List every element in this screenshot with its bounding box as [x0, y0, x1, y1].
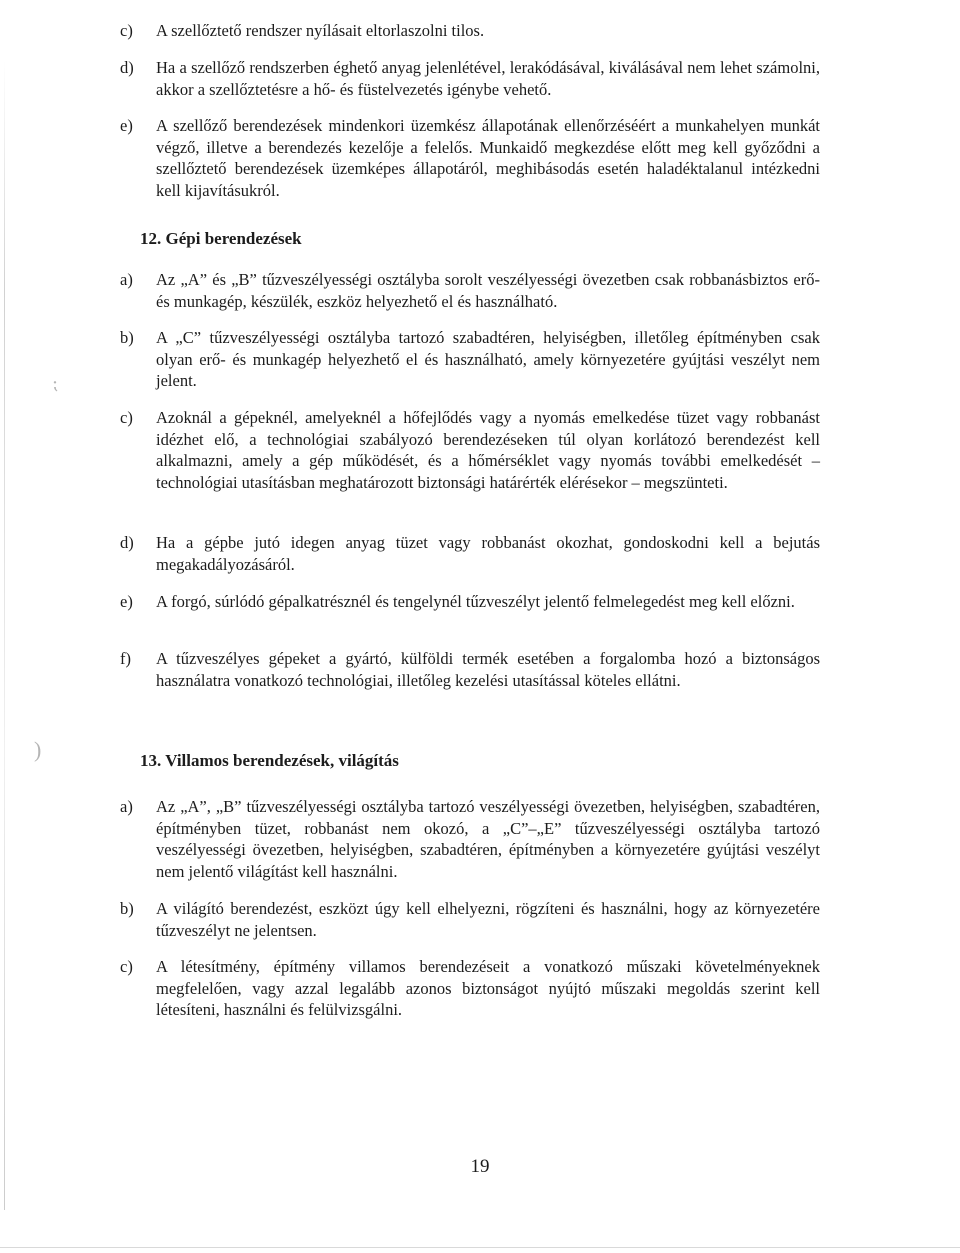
item-text: Az „A” és „B” tűzveszélyességi osztályba sorolt veszélyességi övezetben csak robbanásbiztos erő- és munkagép, készülék, eszköz helyezhető el és használható.: [156, 270, 820, 311]
item-text: A forgó, súrlódó gépalkatrésznél és tengelynél tűzveszélyt jelentő felmelegedést meg kell előzni.: [156, 592, 795, 611]
item-label: a): [120, 797, 133, 816]
item-text: A létesítmény, építmény villamos berendezéseit a vonatkozó műszaki követelményeknek megfelelően, vagy azzal legalább azonos biztonságot nyújtó műszaki megoldás szerint kell létesíteni, használni és felülvizsgálni.: [156, 957, 820, 1020]
item-label: c): [120, 21, 133, 40]
list-item: [120, 796, 820, 882]
page-number: 19: [470, 1156, 490, 1177]
list-item: [120, 57, 820, 100]
item-text: A szellőző berendezések mindenkori üzemkész állapotának ellenőrzéséért a munkahelyen munkát végző, illetve a berendezés kezelője a felelős. Munkaidő megkezdése előtt meg kell győződni a szellőztető berendezések üzemképes állapotáról, meghibásodás esetén haladéktalanul intézkedni kell kijavításukról.: [156, 116, 820, 200]
section-12-heading: 12. Gépi berendezések: [140, 229, 302, 248]
list-item: [120, 115, 820, 201]
item-label: f): [120, 649, 131, 668]
list-item: [120, 532, 820, 575]
item-text: Ha a szellőző rendszerben éghető anyag jelenlétével, lerakódásával, kiválásával nem lehet számolni, akkor a szellőztetésre a hő- és füstelvezetés igénybe vehető.: [156, 58, 820, 99]
item-label: c): [120, 408, 133, 427]
section-13-heading: 13. Villamos berendezések, világítás: [140, 751, 399, 770]
item-label: b): [120, 899, 134, 918]
list-item: [120, 898, 820, 941]
scan-bottom-line: [0, 1247, 960, 1248]
list-item: [120, 956, 820, 1021]
list-item: [120, 327, 820, 392]
list-item: [120, 407, 820, 493]
item-label: a): [120, 270, 133, 289]
item-label: e): [120, 116, 133, 135]
item-text: A tűzveszélyes gépeket a gyártó, külföldi termék esetében a forgalomba hozó a biztonságos használatra vonatkozó technológiai, illetőleg kezelési utasítással köteles ellátni.: [156, 649, 820, 690]
scan-edge-line: [4, 60, 5, 1210]
scan-speck: ⁏: [52, 373, 59, 393]
item-label: e): [120, 592, 133, 611]
list-item: [120, 591, 820, 613]
item-text: A szellőztető rendszer nyílásait eltorlaszolni tilos.: [156, 21, 485, 40]
item-text: Ha a gépbe jutó idegen anyag tüzet vagy robbanást okozhat, gondoskodni kell a bejutás megakadályozásáról.: [156, 533, 820, 574]
item-text: A „C” tűzveszélyességi osztályba tartozó szabadtéren, helyiségben, illetőleg építményben csak olyan erő- és munkagép helyezhető el és használható, amely környezetére gyújtási veszélyt nem jelent.: [156, 328, 820, 391]
item-text: Azoknál a gépeknél, amelyeknél a hőfejlődés vagy a nyomás emelkedése tüzet vagy robbanást idézhet elő, a technológiai szabályozó berendezéseken túl olyan korlátozó berendezést kell alkalmazni, amely a gép működését, és a hőmérséklet vagy nyomás további emelkedését – technológiai utasításban meghatározott biztonsági határérték elérésekor – megszünteti.: [156, 408, 820, 492]
scan-bracket-mark: ): [34, 737, 42, 762]
item-text: Az „A”, „B” tűzveszélyességi osztályba tartozó veszélyességi övezetben, helyiségben, szabadtéren, építményben tüzet, robbanást nem okozó, a „C”–„E” tűzveszélyességi osztályba tartozó veszélyességi övezetben, helyiségben, szabadtéren, építményben a környezetére gyújtási veszélyt nem jelentő világítást kell használni.: [156, 797, 820, 881]
item-text: A világító berendezést, eszközt úgy kell elhelyezni, rögzíteni és használni, hogy az környezetére tűzveszélyt ne jelentsen.: [156, 899, 820, 940]
list-item: [120, 20, 820, 42]
list-item: [120, 269, 820, 312]
item-label: d): [120, 533, 134, 552]
item-label: d): [120, 58, 134, 77]
item-label: c): [120, 957, 133, 976]
list-item: [120, 648, 820, 691]
item-label: b): [120, 328, 134, 347]
